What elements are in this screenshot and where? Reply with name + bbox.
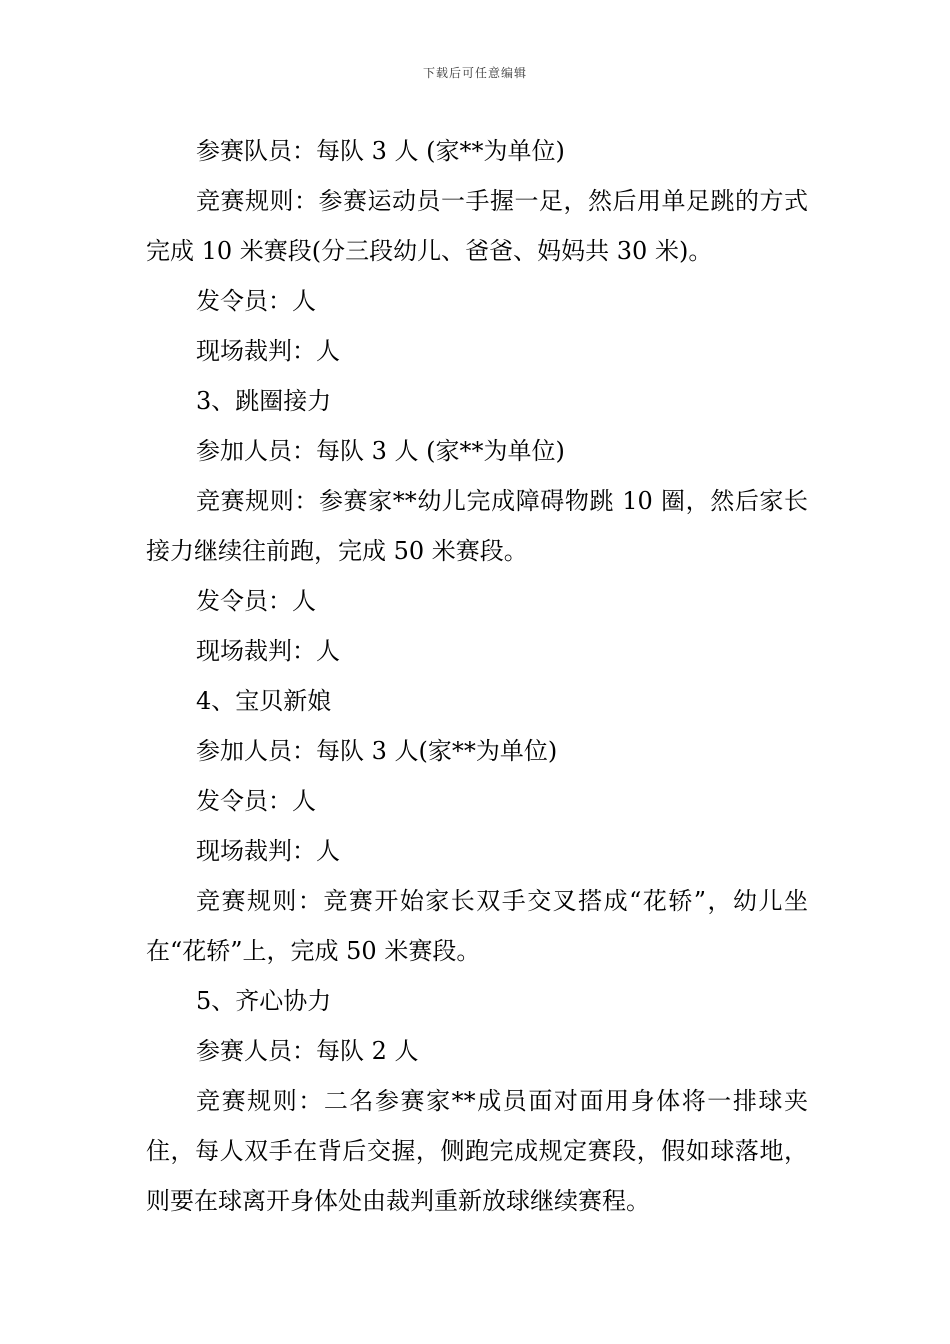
paragraph-team-members: 参赛队员：每队 3 人 (家**为单位) [196,137,565,165]
paragraph-starter: 发令员：人 [196,287,316,315]
paragraph-referee: 现场裁判：人 [196,637,340,665]
paragraph-rules-teamwork: 竞赛规则：二名参赛家**成员面对面用身体将一排球夹住，每人双手在背后交握，侧跑完成规定赛段，假如球落地，则要在球离开身体处由裁判重新放球继续赛程。 [146,1087,808,1215]
paragraph-rules-hoop-relay: 竞赛规则：参赛家**幼儿完成障碍物跳 10 圈，然后家长接力继续往前跑，完成 50 米赛段。 [146,487,808,565]
paragraph-starter: 发令员：人 [196,587,316,615]
paragraph-participants: 参赛人员：每队 2 人 [196,1037,419,1065]
paragraph-rules-single-foot-jump: 竞赛规则：参赛运动员一手握一足，然后用单足跳的方式完成 10 米赛段(分三段幼儿、爸爸、妈妈共 30 米)。 [146,187,808,265]
section-heading-teamwork: 5、齐心协力 [196,987,332,1015]
section-heading-baby-bride: 4、宝贝新娘 [196,687,332,715]
paragraph-rules-baby-bride: 竞赛规则：竞赛开始家长双手交叉搭成“花轿”，幼儿坐在“花轿”上，完成 50 米赛段。 [146,887,808,965]
document-body [146,126,808,1226]
paragraph-participants: 参加人员：每队 3 人(家**为单位) [196,737,558,765]
paragraph-referee: 现场裁判：人 [196,837,340,865]
paragraph-participants: 参加人员：每队 3 人 (家**为单位) [196,437,565,465]
paragraph-referee: 现场裁判：人 [196,337,340,365]
paragraph-starter: 发令员：人 [196,787,316,815]
page-header: 下载后可任意编辑 [422,66,527,80]
section-heading-hoop-relay: 3、跳圈接力 [196,387,332,415]
